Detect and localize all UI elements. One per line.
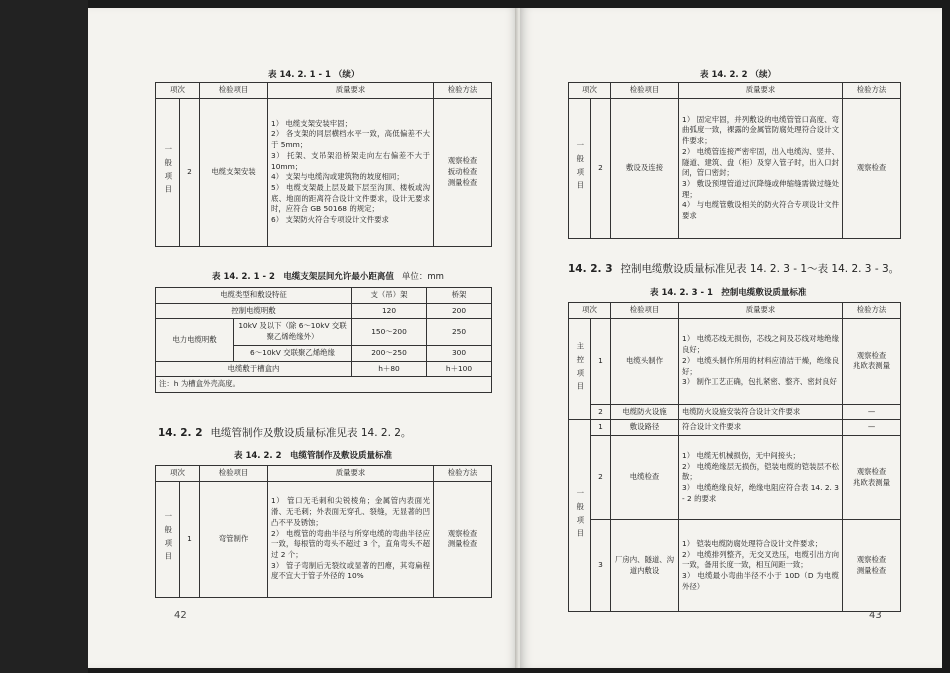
table-caption: 表 14. 2. 3 - 1 控制电缆敷设质量标准: [650, 288, 807, 298]
category-label: 一般项目: [575, 141, 585, 196]
table-note: 注：h 为槽盒外壳高度。: [156, 377, 492, 393]
table-caption: [212, 270, 444, 282]
min-distance-table: [155, 287, 492, 393]
table-note-row: [156, 377, 492, 393]
support-value: 150～200: [352, 319, 427, 345]
requirement-line: 3） 电缆最小弯曲半径不小于 10D（D 为电缆外径）: [682, 571, 840, 591]
table-row: [569, 98, 901, 238]
table-header-row: [569, 83, 901, 99]
method-line: 扳动检查: [447, 166, 478, 176]
item-name: 电缆支架安装: [200, 98, 268, 246]
col-header: 检验方法: [434, 83, 492, 99]
col-header: 检验方法: [843, 303, 901, 319]
requirement-line: 1） 电缆无机械损伤，无中间接头；: [682, 450, 800, 460]
requirement-line: 1） 管口无毛刺和尖锐棱角；金属管内表面光滑、无毛刺；外表面无穿孔、裂缝，无显著的凹凸不平及锈蚀；: [271, 496, 431, 527]
item-number: 2: [591, 404, 611, 420]
row-label: 控制电缆明敷: [156, 303, 352, 319]
col-header: 质量要求: [268, 466, 434, 482]
table-header-row: [156, 83, 492, 99]
table-row: [156, 303, 492, 319]
col-header: 项次: [569, 83, 611, 99]
conduit-table: [155, 465, 492, 598]
requirement-line: 3） 制作工艺正确，包扎紧密、整齐、密封良好: [682, 377, 837, 387]
requirement-line: 3） 电缆绝缘良好，绝缘电阻应符合表 14. 2. 3 - 2 的要求: [682, 483, 840, 503]
support-value: 120: [352, 303, 427, 319]
scan-border: [0, 0, 88, 673]
requirement-line: 1） 电缆芯线无损伤，芯线之间及芯线对地绝缘良好；: [682, 334, 840, 355]
requirement-line: 2） 电缆绝缘层无损伤，铠装电缆的铠装层不松散；: [682, 461, 840, 482]
table-row: [569, 436, 901, 520]
item-number: 2: [591, 436, 611, 520]
page-number: 42: [174, 610, 187, 621]
requirement-line: 2） 电缆排列整齐，无交叉迭压，电缆引出方向一致，备用长度一致，相互间距一致；: [682, 549, 840, 570]
method-line: 测量检查: [856, 565, 887, 575]
method-line: 测量检查: [447, 539, 478, 549]
requirements-cell: 符合设计文件要求: [679, 420, 843, 436]
col-header: 质量要求: [679, 303, 843, 319]
table-row: [569, 318, 901, 404]
tray-value: 200: [427, 303, 492, 319]
control-cable-table: [568, 302, 901, 612]
item-name: 电缆检查: [611, 436, 679, 520]
right-page: [520, 8, 942, 668]
item-name: 厂房内、隧道、沟道内敷设: [611, 520, 679, 612]
method-line: 测量检查: [447, 177, 478, 187]
table-row: [156, 361, 492, 377]
requirement-line: 2） 各支架的同层横档水平一致，高低偏差不大于 5mm；: [271, 129, 431, 150]
method-line: 观察检查: [447, 156, 478, 166]
requirements-cell: 电缆防火设施安装符合设计文件要求: [679, 404, 843, 420]
col-header: 检验项目: [611, 83, 679, 99]
section-number: 14. 2. 2: [158, 427, 203, 439]
col-header: 质量要求: [679, 83, 843, 99]
tray-value: 300: [427, 345, 492, 361]
tray-value: 250: [427, 319, 492, 345]
col-header: 检验项目: [200, 83, 268, 99]
requirement-line: 3） 托架、支吊架沿桥架走向左右偏差不大于 10mm；: [271, 150, 431, 171]
requirements-cell: [679, 520, 843, 612]
table-caption: 表 14. 2. 2 （续）: [700, 70, 776, 80]
method-cell: [843, 318, 901, 404]
category-label: 一般项目: [575, 489, 585, 543]
item-number: 2: [180, 98, 200, 246]
col-header: 桥架: [427, 288, 492, 304]
method-cell: —: [843, 420, 901, 436]
table-caption: 表 14. 2. 1 - 1 （续）: [268, 70, 360, 80]
col-header: 质量要求: [268, 83, 434, 99]
method-cell: [434, 98, 492, 246]
item-name: 敷设路径: [611, 420, 679, 436]
table-row: [156, 319, 492, 345]
row-label: 电缆敷于槽盒内: [156, 361, 352, 377]
item-name: 弯管制作: [200, 481, 268, 597]
section-heading: [568, 261, 899, 276]
section-number: 14. 2. 3: [568, 263, 613, 275]
left-page: [88, 8, 518, 668]
method-line: 观察检查: [856, 350, 887, 360]
section-text: 电缆管制作及敷设质量标准见表 14. 2. 2。: [210, 427, 412, 439]
col-header: 检验方法: [843, 83, 901, 99]
table-row: [569, 520, 901, 612]
table-caption: 表 14. 2. 2 电缆管制作及敷设质量标准: [234, 451, 392, 461]
item-number: 1: [180, 481, 200, 597]
item-number: 3: [591, 520, 611, 612]
method-cell: 观察检查: [843, 98, 901, 238]
item-number: 2: [591, 98, 611, 238]
table-row: [156, 98, 492, 246]
col-header: 项次: [569, 303, 611, 319]
method-line: 观察检查: [447, 528, 478, 538]
method-cell: —: [843, 404, 901, 420]
page-number: 43: [869, 610, 882, 621]
requirements-cell: [679, 98, 843, 238]
support-value: h＋80: [352, 361, 427, 377]
requirements-cell: [268, 481, 434, 597]
category-label: 一般项目: [163, 145, 173, 200]
category-label: 一般项目: [163, 512, 173, 567]
item-number: 1: [591, 420, 611, 436]
requirement-line: 6） 支架防火符合专项设计文件要求: [271, 215, 389, 225]
table-row: [569, 404, 901, 420]
requirement-line: 2） 电缆管的弯曲半径与所穿电缆的弯曲半径应一致，每根管的弯头不超过 3 个，直角弯头不超过 2 个；: [271, 528, 431, 559]
table-header-row: [156, 288, 492, 304]
item-name: 电缆头制作: [611, 318, 679, 404]
item-name: 电缆防火设施: [611, 404, 679, 420]
category-label: 主控项目: [575, 342, 585, 396]
requirement-line: 1） 电缆支架安装牢固；: [271, 118, 352, 128]
col-header: 支（吊）架: [352, 288, 427, 304]
conduit-table-continued: [568, 82, 901, 239]
requirement-line: 2） 电缆头制作所用的材料应清洁干燥，绝缘良好；: [682, 355, 840, 376]
support-value: 200～250: [352, 345, 427, 361]
col-header: 项次: [156, 466, 200, 482]
table-header-row: [156, 466, 492, 482]
row-label: 6～10kV 交联聚乙烯绝缘: [234, 345, 352, 361]
row-label: 10kV 及以下（除 6～10kV 交联聚乙烯绝缘外）: [234, 319, 352, 345]
method-cell: [843, 436, 901, 520]
col-header: 电缆类型和敷设特征: [156, 288, 352, 304]
cable-support-table: [155, 82, 492, 247]
requirement-line: 2） 电缆管连接严密牢固，出入电缆沟、竖井、隧道、建筑、盘（柜）及穿入管子时，出入口封闭，管口密封；: [682, 146, 840, 178]
method-line: 观察检查: [856, 554, 887, 564]
requirement-line: 3） 管子弯制后无裂纹或显著的凹瘪，其弯扁程度不宜大于管子外径的 10%: [271, 560, 431, 581]
method-cell: [434, 481, 492, 597]
col-header: 检验项目: [611, 303, 679, 319]
table-row: [569, 420, 901, 436]
requirement-line: 5） 电缆支架最上层及最下层至沟顶、楼板或沟底、地面的距离符合设计文件要求，设计无要求时，应符合 GB 50168 的规定；: [271, 182, 431, 214]
requirement-line: 1） 铠装电缆防腐处理符合设计文件要求；: [682, 538, 823, 548]
item-number: 1: [591, 318, 611, 404]
requirement-line: 3） 敷设预埋管道过沉降缝或伸缩缝需做过缝处理；: [682, 178, 840, 199]
method-cell: [843, 520, 901, 612]
caption-text: 表 14. 2. 1 - 2 电缆支架层间允许最小距离值: [212, 272, 394, 282]
requirement-line: 4） 支架与电缆沟或建筑物的坡度相同；: [271, 172, 404, 182]
method-line: 观察检查: [856, 466, 887, 476]
col-header: 项次: [156, 83, 200, 99]
col-header: 检验方法: [434, 466, 492, 482]
requirement-line: 1） 固定牢固，并列敷设的电缆管管口高度、弯曲弧度一致，裸露的金属管防腐处理符合设计文件要求；: [682, 114, 840, 146]
method-line: 兆欧表测量: [853, 361, 890, 371]
table-row: [156, 481, 492, 597]
unit-label: 单位：mm: [401, 272, 444, 282]
requirements-cell: [679, 436, 843, 520]
table-header-row: [569, 303, 901, 319]
section-text: 控制电缆敷设质量标准见表 14. 2. 3 - 1～表 14. 2. 3 - 3。: [620, 263, 900, 275]
col-header: 检验项目: [200, 466, 268, 482]
section-heading: [158, 425, 411, 440]
requirement-line: 4） 与电缆管敷设相关的防火符合专项设计文件要求: [682, 200, 840, 221]
requirements-cell: [268, 98, 434, 246]
row-group-label: 电力电缆明敷: [156, 319, 234, 361]
requirements-cell: [679, 318, 843, 404]
method-line: 兆欧表测量: [853, 477, 890, 487]
tray-value: h＋100: [427, 361, 492, 377]
item-name: 敷设及连接: [611, 98, 679, 238]
